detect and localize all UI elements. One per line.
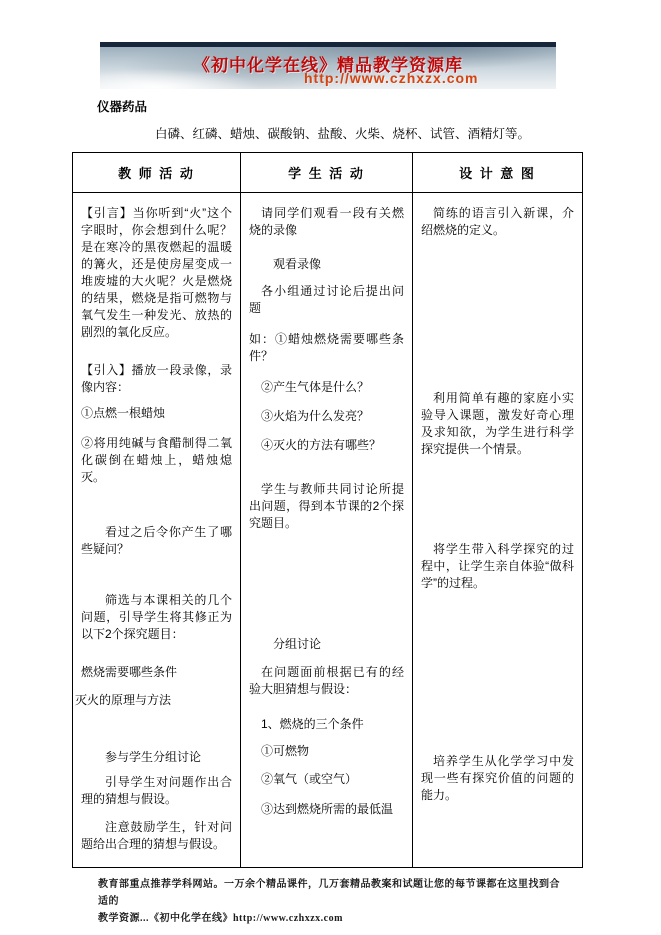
student-paragraph: ①可燃物 — [261, 744, 310, 758]
table-header-row — [73, 153, 582, 193]
banner-title: 《初中化学在线》精品教学资源库 — [193, 56, 463, 75]
student-paragraph: 1、燃烧的三个条件 — [261, 717, 364, 731]
student-paragraph: 各小组通过讨论后提出问题 — [249, 284, 404, 315]
footer — [98, 876, 568, 927]
student-paragraph: 观看录像 — [273, 257, 322, 271]
teacher-paragraph: 参与学生分组讨论 — [105, 750, 202, 764]
teacher-paragraph: 灭火的原理与方法 — [75, 693, 172, 707]
footer-line-2-text: 教学资源...《初中化学在线》 — [98, 913, 233, 924]
intent-paragraph: 利用简单有趣的家庭小实验导入课题，激发好奇心理及求知欲，为学生进行科学探究提供一个情景。 — [421, 391, 574, 456]
intent-paragraph: 将学生带入科学探究的过程中，让学生亲自体验“做科学”的过程。 — [421, 542, 574, 590]
student-paragraph: ②产生气体是什么？ — [261, 380, 370, 394]
student-paragraph: ④灭火的方法有哪些？ — [261, 438, 382, 452]
table-header-student-activity: 学 生 活 动 — [241, 153, 413, 192]
design-intent-cell — [413, 193, 582, 867]
student-paragraph: 学生与教师共同讨论所提出问题，得到本节课的2个探究题目。 — [249, 482, 404, 530]
student-activity-cell — [241, 193, 413, 867]
section-heading: 仪器药品 — [97, 100, 148, 114]
footer-url-link[interactable]: http://www.czhxzx.com — [233, 913, 343, 924]
materials-line: 白磷、红磷、蜡烛、碳酸钠、盐酸、火柴、烧杯、试管、酒精灯等。 — [155, 127, 531, 141]
teacher-paragraph: ①点燃一根蜡烛 — [81, 406, 166, 420]
lesson-plan-table — [72, 152, 583, 868]
teacher-paragraph: 注意鼓励学生，针对问题给出合理的猜想与假设。 — [81, 820, 232, 851]
teacher-paragraph: ②将用纯碱与食醋制得二氧化碳倒在蜡烛上，蜡烛熄灭。 — [81, 436, 232, 484]
student-paragraph: 如：①蜡烛燃烧需要哪些条件？ — [249, 332, 404, 363]
table-header-teacher-activity: 教 师 活 动 — [73, 153, 241, 192]
site-banner — [100, 42, 556, 89]
student-paragraph: ②氧气（或空气） — [261, 772, 358, 786]
student-paragraph: 请同学们观看一段有关燃烧的录像 — [249, 206, 404, 237]
student-paragraph: 分组讨论 — [273, 637, 322, 651]
teacher-paragraph: 【引入】播放一段录像，录像内容： — [81, 363, 232, 394]
student-paragraph: ③达到燃烧所需的最低温 — [261, 802, 394, 816]
teacher-activity-cell — [73, 193, 241, 867]
teacher-paragraph: 筛选与本课相关的几个问题，引导学生将其修正为以下2个探究题目： — [81, 593, 232, 641]
teacher-paragraph: 燃烧需要哪些条件 — [81, 665, 178, 679]
banner-url-link[interactable]: http://www.czhxzx.com — [304, 70, 479, 86]
teacher-paragraph: 引导学生对问题作出合理的猜想与假设。 — [81, 775, 232, 806]
teacher-paragraph: 看过之后令你产生了哪些疑问？ — [81, 525, 232, 556]
footer-line-1: 教育部重点推荐学科网站。一万余个精品课件，几万套精品教案和试题让您的每节课都在这里找到合适的 — [98, 879, 560, 907]
footer-line-2 — [98, 910, 568, 927]
table-body-row — [73, 193, 582, 867]
table-header-design-intent: 设 计 意 图 — [459, 166, 536, 181]
student-paragraph: 在问题面前根据已有的经验大胆猜想与假设： — [249, 665, 404, 696]
student-paragraph: ③火焰为什么发亮？ — [261, 409, 370, 423]
intent-paragraph: 简练的语言引入新课，介绍燃烧的定义。 — [421, 206, 574, 237]
intent-paragraph: 培养学生从化学学习中发现一些有探究价值的问题的能力。 — [421, 754, 574, 802]
teacher-paragraph: 【引言】当你听到“火”这个字眼时，你会想到什么呢？是在寒冷的黑夜燃起的温暖的篝火，还是使房屋变成一堆废墟的大火呢？火是燃烧的结果，燃烧是指可燃物与氧气发生一种发光、放热的剧烈的氧化反应。 — [81, 206, 232, 339]
